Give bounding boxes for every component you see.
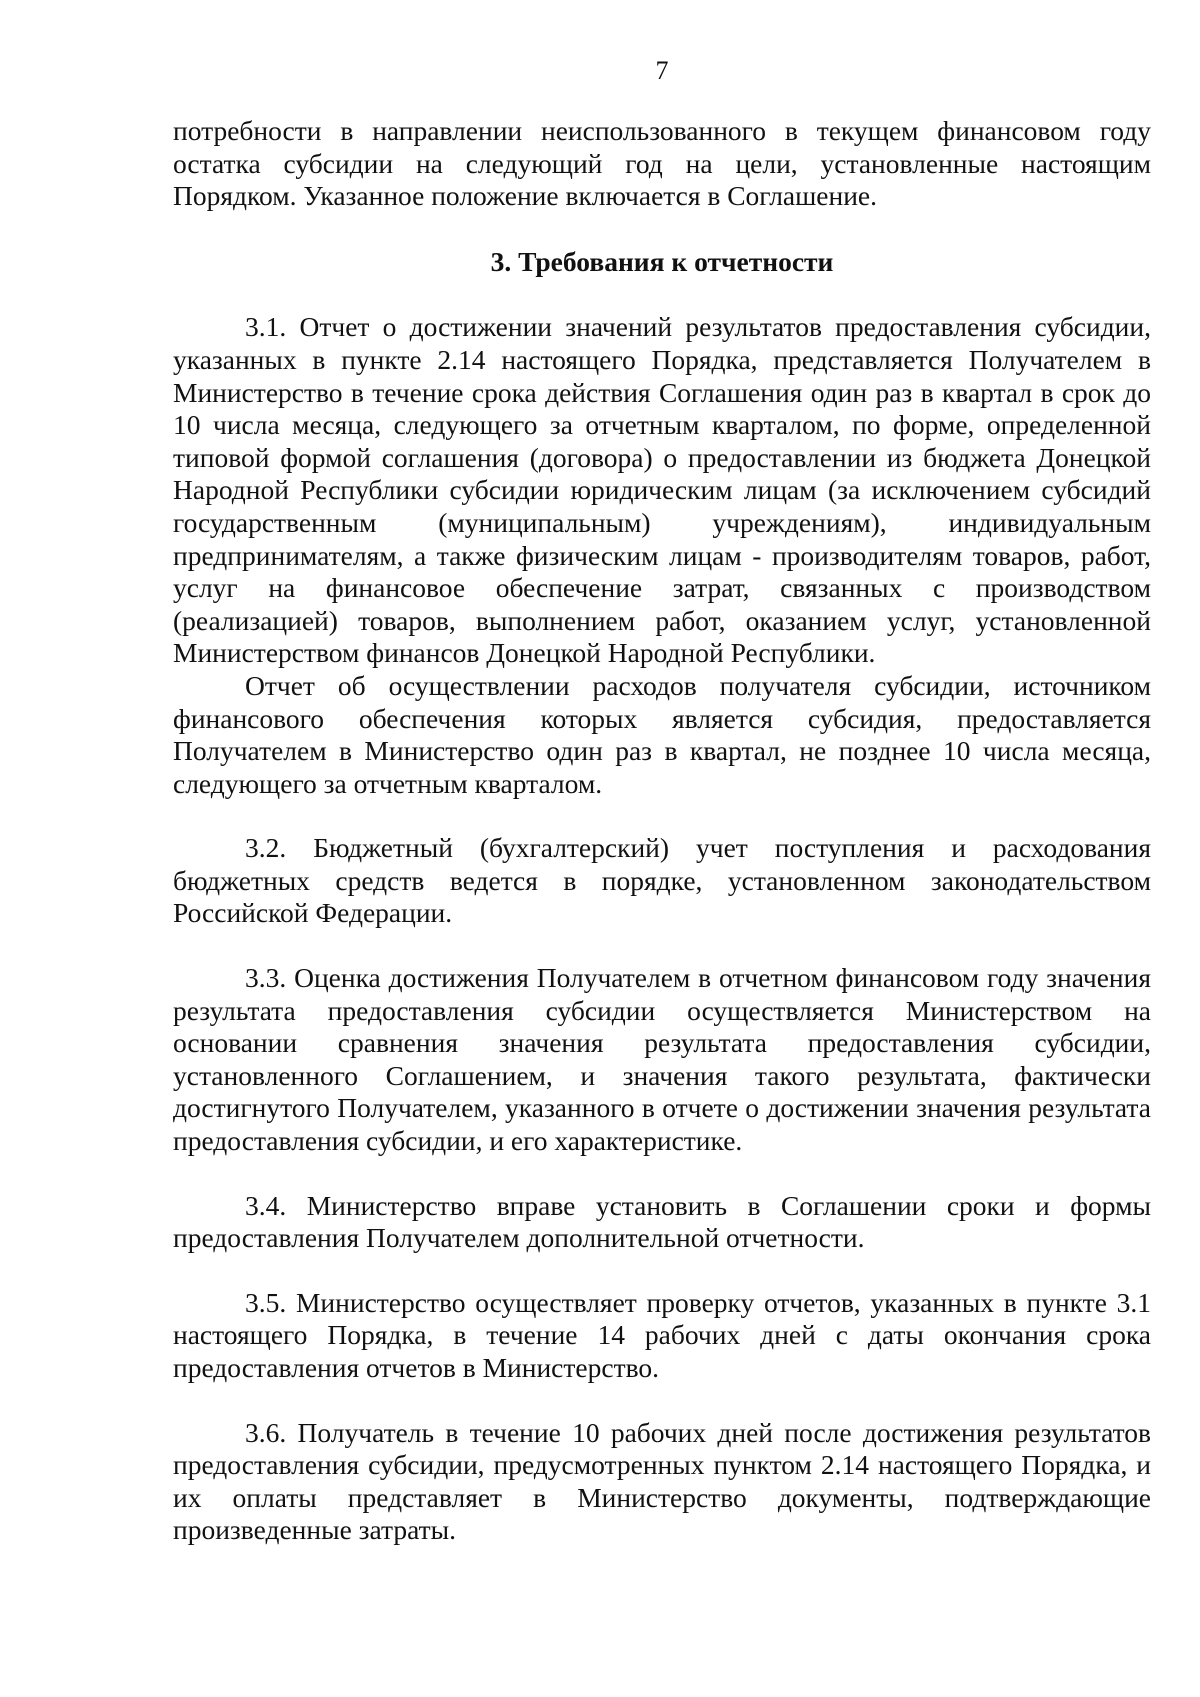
paragraph-3-6: 3.6. Получатель в течение 10 рабочих дней после достижения результатов предоставления субсидии, предусмотренных пунктом 2.14 настоящего Порядка, и их оплаты представляет в Министерство документы, подтверждающие произведенные затраты. [173, 1416, 1151, 1546]
paragraph-spacer [173, 1255, 1151, 1287]
paragraph-3-1-report-expenses: Отчет об осуществлении расходов получателя субсидии, источником финансового обеспечения которых является субсидия, предоставляется Получателем в Министерство один раз в квартал, не позднее 10 числа месяца, следующего за отчетным кварталом. [173, 669, 1151, 799]
paragraph-spacer [173, 800, 1151, 832]
paragraph-spacer [173, 930, 1151, 962]
page-number: 7 [655, 56, 669, 85]
document-body [173, 115, 1151, 1547]
paragraph-3-5: 3.5. Министерство осуществляет проверку отчетов, указанных в пункте 3.1 настоящего Порядка, в течение 14 рабочих дней с даты окончания срока предоставления отчетов в Министерство. [173, 1286, 1151, 1383]
paragraph-spacer [173, 1385, 1151, 1417]
paragraph-3-1: 3.1. Отчет о достижении значений результатов предоставления субсидии, указанных в пункте 2.14 настоящего Порядка, представляется Получателем в Министерство в течение срока действия Соглашения один раз в квартал в срок до 10 числа месяца, следующего за отчетным кварталом, по форме, определенной типовой формой соглашения (договора) о предоставлении из бюджета Донецкой Народной Республики субсидии юридическим лицам (за исключением субсидий государственным (муниципальным) учреждениям), индивидуальным предпринимателям, а также физическим лицам - производителям товаров, работ, услуг на финансовое обеспечение затрат, связанных с производством (реализацией) товаров, выполнением работ, оказанием услуг, установленной Министерством финансов Донецкой Народной Республики. [173, 311, 1151, 669]
continuation-paragraph: потребности в направлении неиспользованного в текущем финансовом году остатка субсидии на следующий год на цели, установленные настоящим Порядком. Указанное положение включается в Соглашение. [173, 115, 1151, 212]
paragraph-spacer [173, 1158, 1151, 1190]
section-heading: 3. Требования к отчетности [490, 245, 834, 277]
paragraph-3-2: 3.2. Бюджетный (бухгалтерский) учет поступления и расходования бюджетных средств ведется в порядке, установленном законодательством Российской Федерации. [173, 832, 1151, 929]
paragraph-3-3: 3.3. Оценка достижения Получателем в отчетном финансовом году значения результата предоставления субсидии осуществляется Министерством на основании сравнения значения результата предоставления субсидии, установленного Соглашением, и значения такого результата, фактически достигнутого Получателем, указанного в отчете о достижении значения результата предоставления субсидии, и его характеристике. [173, 962, 1151, 1157]
paragraph-3-4: 3.4. Министерство вправе установить в Соглашении сроки и формы предоставления Получателем дополнительной отчетности. [173, 1189, 1151, 1254]
